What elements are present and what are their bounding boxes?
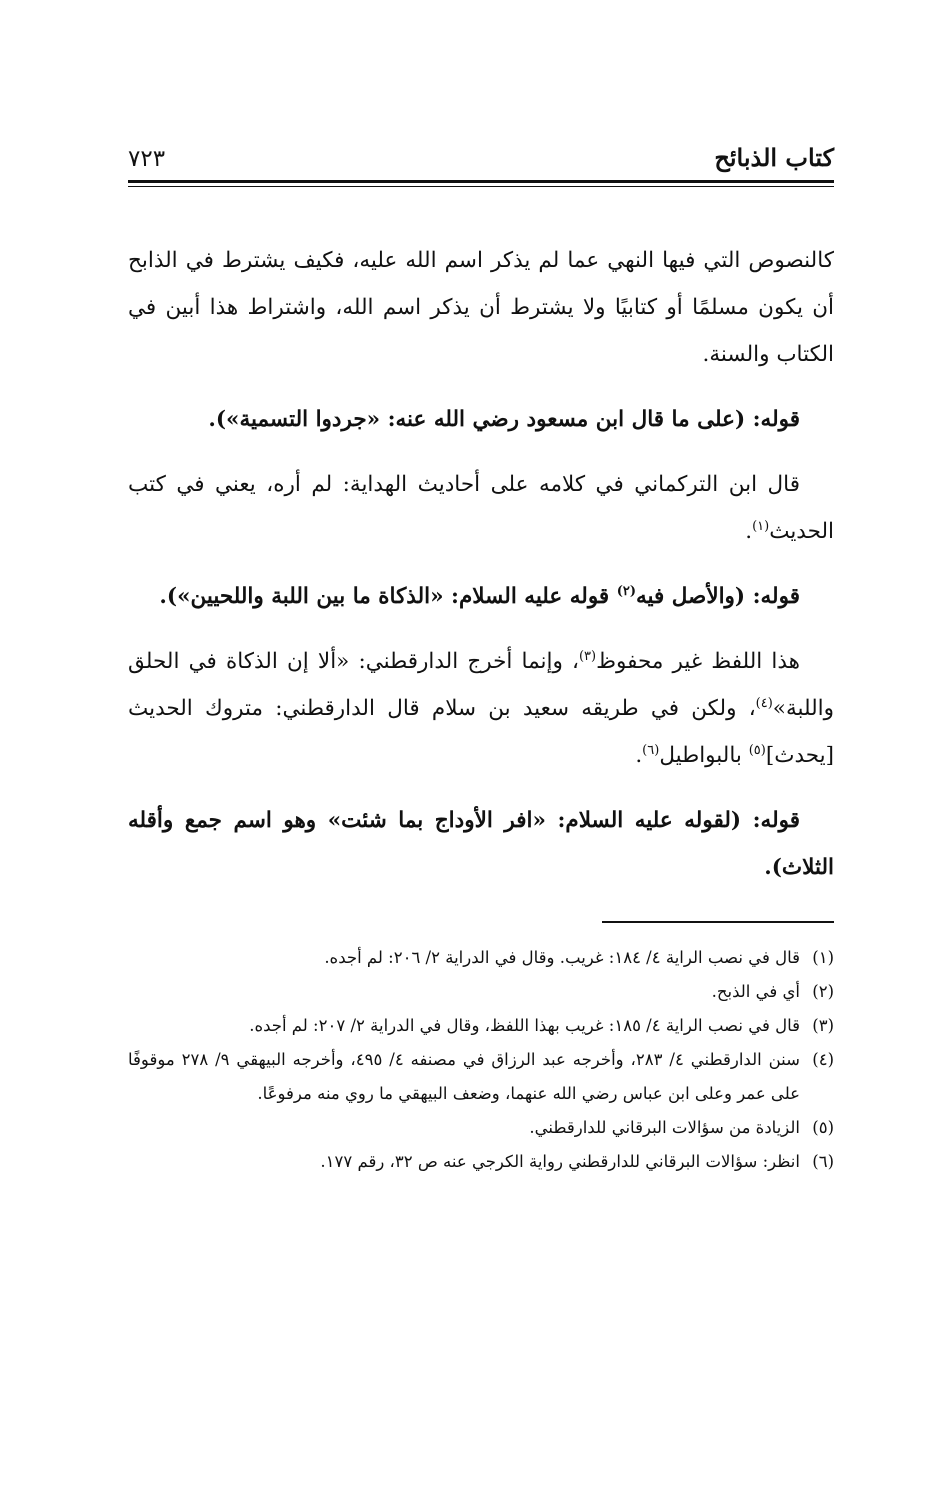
footnote-2 [128, 975, 834, 1009]
header-rule [128, 180, 834, 187]
chapter-title: كتاب الذبائح [714, 143, 834, 172]
footnote-number: (٥) [812, 1118, 834, 1137]
footnote-text: سنن الدارقطني ٤/ ٢٨٣، وأخرجه عبد الرزاق في مصنفه ٤/ ٤٩٥، وأخرجه البيهقي ٩/ ٢٧٨ موقوفًا على عمر وعلى ابن عباس رضي الله عنهما، وضعف البيهقي ما روي منه مرفوعًا. [128, 1050, 800, 1103]
paragraph-5-part-b: ، وإنما أخرج الدارقطني: «ألا إن الذكاة في الحلق واللبة» [128, 649, 834, 721]
paragraph-3-text: قال ابن التركماني في كلامه على أحاديث الهداية: لم أره، يعني في كتب الحديث [128, 472, 834, 544]
paragraph-5-part-c: ، ولكن في طريقه سعيد بن سلام قال الدارقطني: متروك الحديث [يحدث] [128, 696, 834, 768]
footnote-number: (٢) [812, 982, 834, 1001]
footnote-ref-4: (٤) [755, 695, 773, 711]
footnote-text: الزيادة من سؤالات البرقاني للدارقطني. [529, 1118, 800, 1137]
footnote-4 [128, 1043, 834, 1111]
footnote-ref-3: (٣) [578, 648, 597, 664]
paragraph-6-quote: قوله: (لقوله عليه السلام: «افر الأوداج بما شئت» وهو اسم جمع وأقله الثلاث). [128, 808, 834, 880]
paragraph-5-part-d: بالبواطيل [659, 743, 749, 768]
paragraph-4-quote [128, 573, 834, 620]
paragraph-5 [128, 638, 834, 779]
footnote-text: انظر: سؤالات البرقاني للدارقطني رواية الكرجي عنه ص ٣٢، رقم ١٧٧. [320, 1152, 800, 1171]
paragraph-5-end: . [635, 743, 643, 768]
paragraph-3 [128, 461, 834, 555]
footnote-number: (٦) [812, 1152, 834, 1171]
paragraph-1: كالنصوص التي فيها النهي عما لم يذكر اسم الله عليه، فكيف يشترط في الذابح أن يكون مسلمًا أو كتابيًا ولا يشترط أن يذكر اسم الله، واشتراط هذا أبين في الكتاب والسنة. [128, 248, 834, 367]
paragraph-2-quote: قوله: (على ما قال ابن مسعود رضي الله عنه: «جردوا التسمية»). [208, 407, 800, 432]
page-number: ٧٢٣ [128, 146, 166, 172]
book-page [128, 138, 834, 1179]
footnote-text: قال في نصب الراية ٤/ ١٨٤: غريب. وقال في الدراية ٢/ ٢٠٦: لم أجده. [324, 948, 800, 967]
footnote-1 [128, 941, 834, 975]
footnote-ref-2: (٢) [616, 583, 636, 599]
footnote-text: أي في الذبح. [711, 982, 800, 1001]
footnote-6 [128, 1145, 834, 1179]
footnote-number: (٤) [812, 1050, 834, 1069]
footnote-ref-5: (٥) [748, 742, 766, 758]
main-text [128, 237, 834, 891]
footnote-5 [128, 1111, 834, 1145]
footnote-text: قال في نصب الراية ٤/ ١٨٥: غريب بهذا اللفظ، وقال في الدراية ٢/ ٢٠٧: لم أجده. [249, 1016, 800, 1035]
paragraph-4-part-b: قوله عليه السلام: «الذكاة ما بين اللبة واللحيين»). [159, 584, 617, 609]
footnote-3 [128, 1009, 834, 1043]
paragraph-4-part-a: قوله: (والأصل فيه [636, 584, 800, 609]
footnote-separator [602, 921, 834, 923]
paragraph-3-end: . [745, 519, 753, 544]
paragraph-5-part-a: هذا اللفظ غير محفوظ [596, 649, 800, 674]
footnote-number: (٣) [812, 1016, 834, 1035]
footnote-number: (١) [812, 948, 834, 967]
footnote-ref-6: (٦) [642, 742, 660, 758]
footnotes [128, 941, 834, 1179]
footnote-ref-1: (١) [752, 518, 770, 534]
running-header [128, 138, 834, 172]
